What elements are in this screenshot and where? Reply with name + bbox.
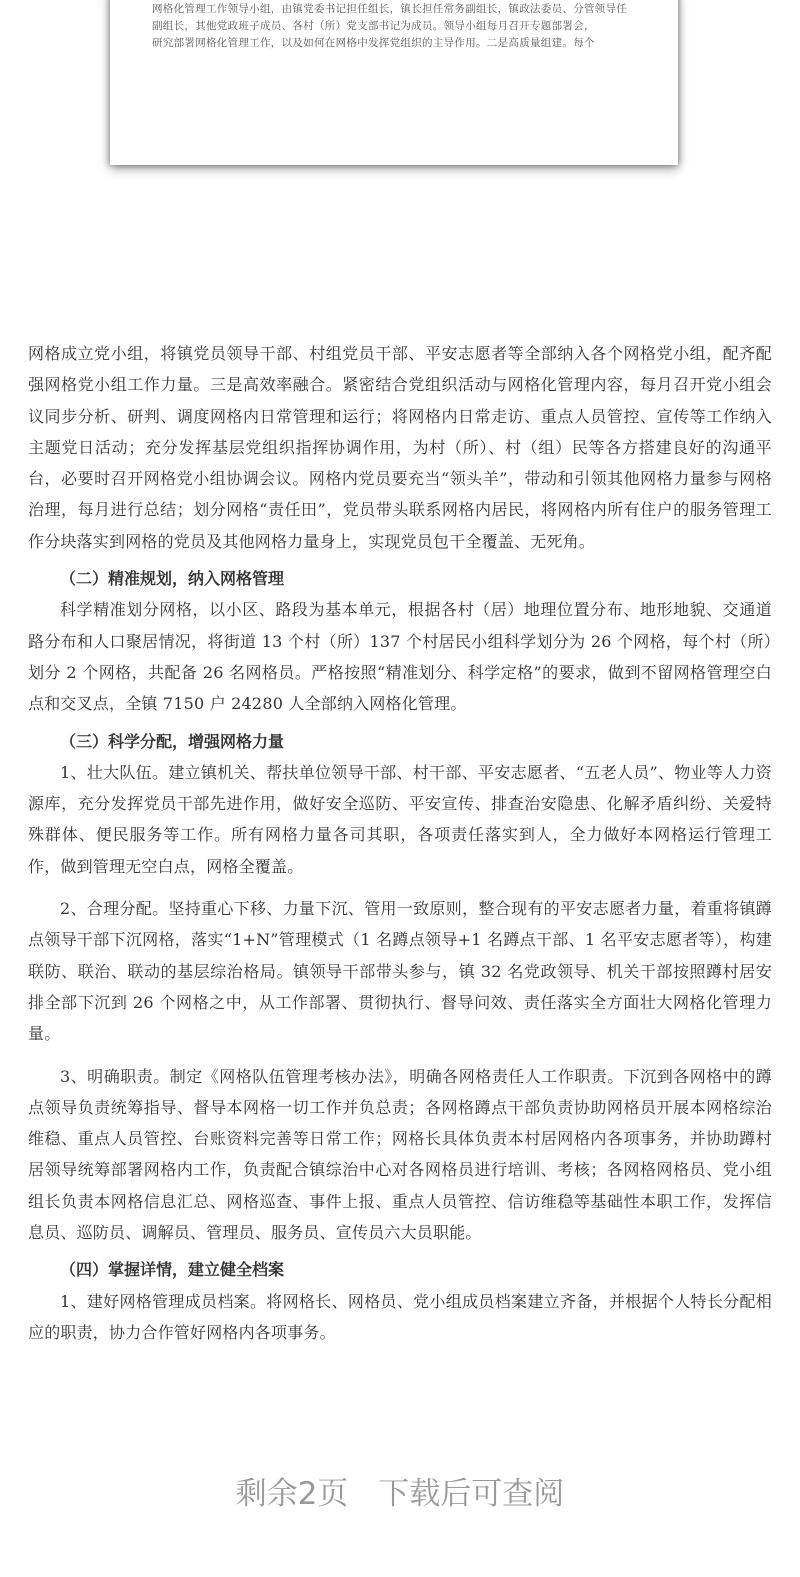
preview-line: 副组长，其他党政班子成员、各村（所）党支部书记为成员。领导小组每月召开专题部署会， <box>152 20 595 32</box>
document-body <box>28 338 772 1348</box>
preview-line: 研究部署网格化管理工作，以及如何在网格中发挥党组织的主导作用。二是高质量组建。每个 <box>152 37 595 49</box>
section-heading-4: （四）掌握详情，建立健全档案 <box>60 1260 285 1280</box>
preview-line: 网格化管理工作领导小组，由镇党委书记担任组长，镇长担任常务副组长，镇政法委员、分管领导任 <box>152 3 628 15</box>
section-heading-3: （三）科学分配，增强网格力量 <box>60 731 285 751</box>
paragraph-party-groups: 网格成立党小组，将镇党员领导干部、村组党员干部、平安志愿者等全部纳入各个网格党小组，配齐配强网格党小组工作力量。三是高效率融合。紧密结合党组织活动与网格化管理内容，每月召开党小组会议同步分析、研判、调度网格内日常管理和运行；将网格内日常走访、重点人员管控、宣传等工作纳入主题党日活动；充分发挥基层党组织指挥协调作用，为村（所）、村（组）民等各方搭建良好的沟通平台，必要时召开网格党小组协调会议。网格内党员要充当“领头羊”，带动和引领其他网格力量参与网格治理，每月进行总结；划分网格“责任田”，党员带头联系网格内居民，将网格内所有住户的服务管理工作分块落实到网格的党员及其他网格力量身上，实现党员包干全覆盖、无死角。 <box>28 344 772 551</box>
paragraph-allocation: 2、合理分配。坚持重心下移、力量下沉、管用一致原则，整合现有的平安志愿者力量，着重将镇蹲点领导干部下沉网格，落实“1+N”管理模式（1 名蹲点领导+1 名蹲点干部、1 名平安志愿者等），构建联防、联治、联动的基层综治格局。镇领导干部带头参与，镇 32 名党政领导、机关干部按照蹲村居安排全部下沉到 26 个网格之中，从工作部署、贯彻执行、督导问效、责任落实全方面壮大网格化管理力量。 <box>28 899 772 1044</box>
remaining-pages-notice[interactable]: 剩余2页 下载后可查阅 <box>235 1476 565 1512</box>
paragraph-expand-team: 1、壮大队伍。建立镇机关、帮扶单位领导干部、村干部、平安志愿者、“五老人员”、物业等人力资源库，充分发挥党员干部先进作用，做好安全巡防、平安宣传、排查治安隐患、化解矛盾纠纷、关爱特殊群体、便民服务等工作。所有网格力量各司其职，各项责任落实到人，全力做好本网格运行管理工作，做到管理无空白点，网格全覆盖。 <box>28 762 772 876</box>
paragraph-archives: 1、建好网格管理成员档案。将网格长、网格员、党小组成员档案建立齐备，并根据个人特长分配相应的职责，协力合作管好网格内各项事务。 <box>28 1291 772 1342</box>
paragraph-grid-planning: 科学精准划分网格，以小区、路段为基本单元，根据各村（居）地理位置分布、地形地貌、交通道路分布和人口聚居情况，将街道 13 个村（所）137 个村居民小组科学划分为 26 个网格，每个村（所）划分 2 个网格，共配备 26 名网格员。严格按照“精准划分、科学定格”的要求，做到不留网格管理空白点和交叉点，全镇 7150 户 24280 人全部纳入网格化管理。 <box>28 600 772 714</box>
document-preview-card <box>110 0 678 165</box>
section-heading-2: （二）精准规划，纳入网格管理 <box>60 569 285 589</box>
paragraph-responsibilities: 3、明确职责。制定《网格队伍管理考核办法》，明确各网格责任人工作职责。下沉到各网格中的蹲点领导负责统筹指导、督导本网格一切工作并负总责；各网格蹲点干部负责协助网格员开展本网格综治维稳、重点人员管控、台账资料完善等日常工作；网格长具体负责本村居网格内各项事务，并协助蹲村居领导统筹部署网格内工作，负责配合镇综治中心对各网格员进行培训、考核；各网格网格员、党小组组长负责本网格信息汇总、网格巡查、事件上报、重点人员管控、信访维稳等基础性本职工作，发挥信息员、巡防员、调解员、管理员、服务员、宣传员六大员职能。 <box>28 1066 772 1243</box>
